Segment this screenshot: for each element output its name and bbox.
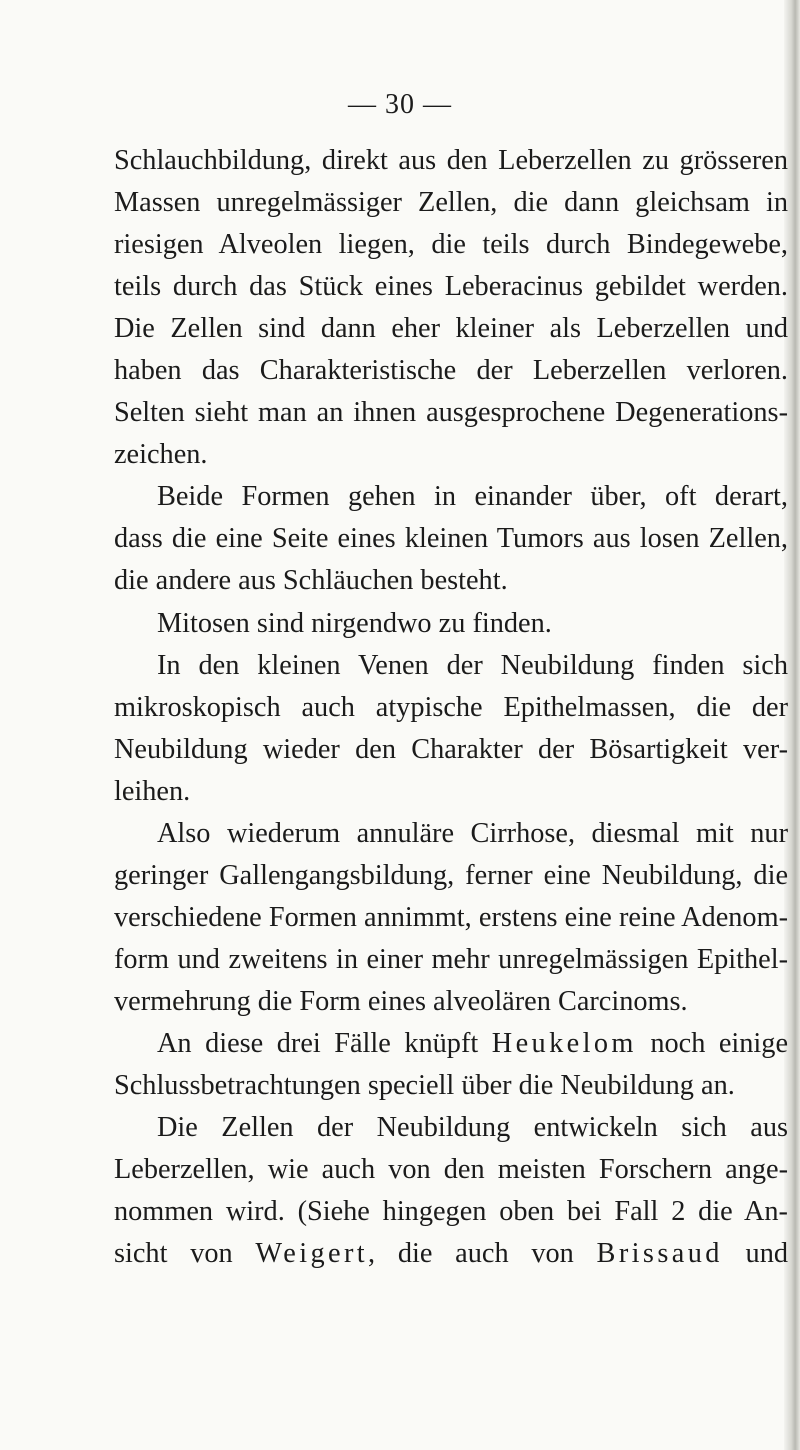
text-segment: und xyxy=(745,1238,788,1270)
text-line: Die Zellen sind dann eher kleiner als Leberzellen und xyxy=(114,313,788,345)
paragraph-start-line: Mitosen sind nirgendwo zu finden. xyxy=(157,607,552,639)
author-name-weigert: Weigert xyxy=(255,1238,369,1270)
text-line: leihen. xyxy=(114,775,191,807)
text-segment: An diese drei Fälle knüpft xyxy=(157,1027,479,1059)
paragraph-start-line xyxy=(114,1023,788,1065)
paragraph-start-line: Also wiederum annuläre Cirrhose, diesmal mit nur xyxy=(157,817,788,849)
paragraph-start-line: Die Zellen der Neubildung entwickeln sich aus xyxy=(157,1112,788,1144)
author-name-brissaud: Brissaud xyxy=(596,1238,723,1270)
text-line: teils durch das Stück eines Leberacinus gebildet werden. xyxy=(114,271,788,303)
text-line: mikroskopisch auch atypische Epithelmassen, die der xyxy=(114,691,788,723)
text-line: Schlauchbildung, direkt aus den Leberzellen zu grösseren xyxy=(114,145,788,176)
text-line: riesigen Alveolen liegen, die teils durch Bindegewebe, xyxy=(114,229,788,261)
body-text xyxy=(114,140,788,1275)
text-line xyxy=(114,1233,788,1275)
paragraph-start-line: In den kleinen Venen der Neubildung finden sich xyxy=(157,649,788,681)
text-line: form und zweitens in einer mehr unregelmässigen Epithel- xyxy=(114,943,788,975)
text-line: die andere aus Schläuchen besteht. xyxy=(114,565,508,597)
text-segment: noch einige xyxy=(650,1027,788,1059)
text-line: dass die eine Seite eines kleinen Tumors aus losen Zellen, xyxy=(114,523,788,555)
text-line: geringer Gallengangsbildung, ferner eine Neubildung, die xyxy=(114,859,788,891)
author-name-heukelom: Heukelom xyxy=(491,1027,637,1059)
paragraph-start-line: Beide Formen gehen in einander über, oft derart, xyxy=(157,481,788,513)
text-line: verschiedene Formen annimmt, erstens eine reine Adenom- xyxy=(114,901,788,933)
text-line: Massen unregelmässiger Zellen, die dann gleichsam in xyxy=(114,187,788,219)
text-segment: , die auch von xyxy=(368,1238,574,1270)
text-line: zeichen. xyxy=(114,439,208,471)
page-number: — 30 — xyxy=(348,89,452,120)
text-line: Schlussbetrachtungen speciell über die Neubildung an. xyxy=(114,1070,735,1102)
text-line: Leberzellen, wie auch von den meisten Forschern ange- xyxy=(114,1154,788,1186)
text-segment: sicht von xyxy=(114,1238,233,1270)
text-line: Selten sieht man an ihnen ausgesprochene Degenerations- xyxy=(114,397,788,429)
text-line: haben das Charakteristische der Leberzellen verloren. xyxy=(114,355,788,387)
text-line: Neubildung wieder den Charakter der Bösartigkeit ver- xyxy=(114,733,788,765)
text-line: nommen wird. (Siehe hingegen oben bei Fall 2 die An- xyxy=(114,1196,788,1228)
text-line: vermehrung die Form eines alveolären Carcinoms. xyxy=(114,985,688,1017)
